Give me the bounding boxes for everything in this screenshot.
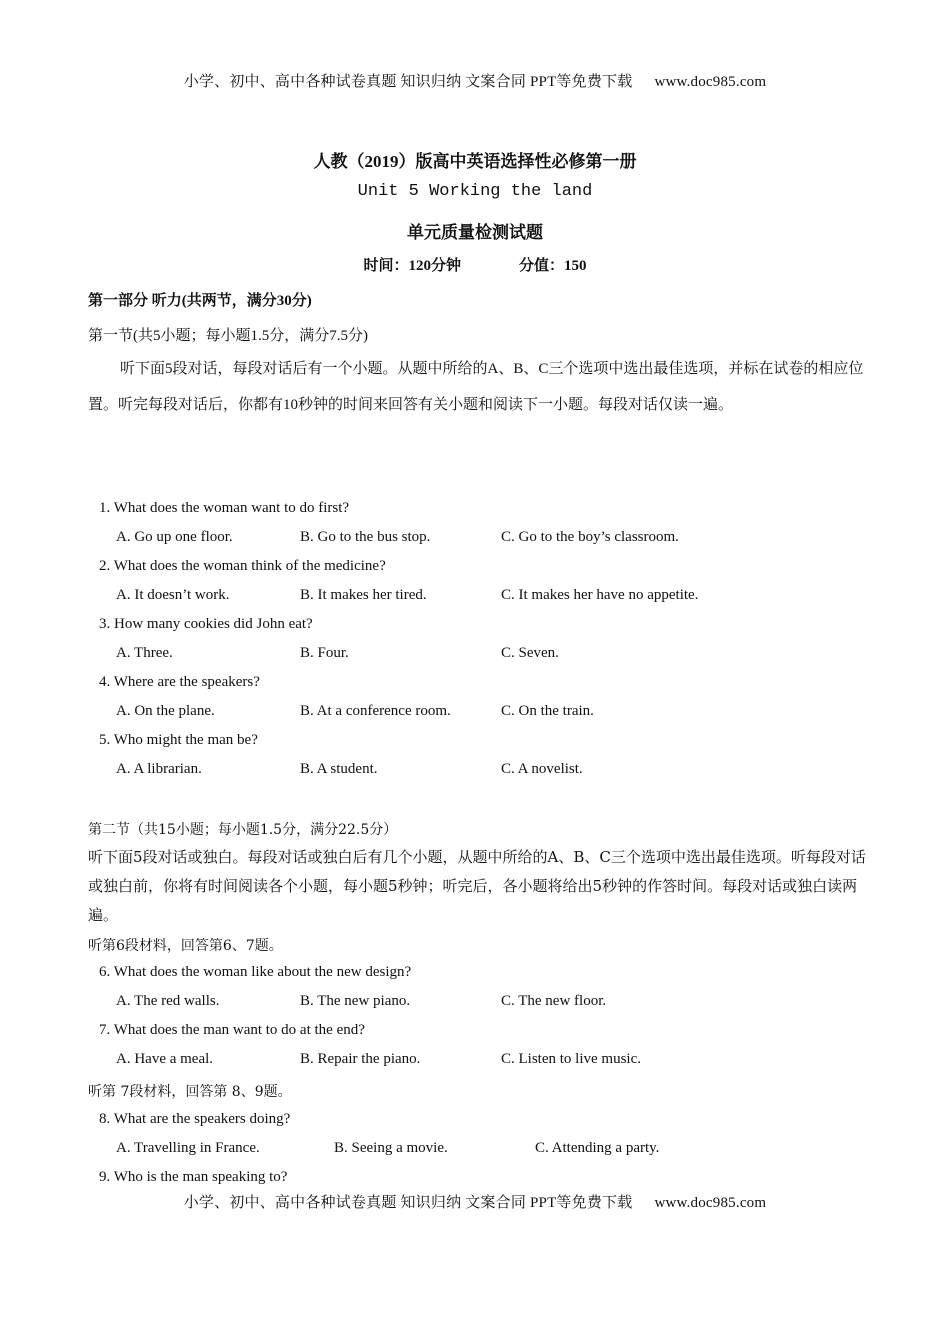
q1-option-a: A. Go up one floor. <box>116 529 233 545</box>
exam-score: 分值：150 <box>519 258 587 274</box>
q6-option-a: A. The red walls. <box>116 993 220 1009</box>
q8-option-a: A. Travelling in France. <box>116 1140 260 1156</box>
footer-text: 小学、初中、高中各种试卷真题 知识归纳 文案合同 PPT等免费下载 <box>183 1195 633 1211</box>
q4-option-a: A. On the plane. <box>116 703 215 719</box>
question-2: 2. What does the woman think of the medicine? <box>99 558 386 574</box>
q1-option-b: B. Go to the bus stop. <box>300 529 431 545</box>
q8-option-b: B. Seeing a movie. <box>334 1140 448 1156</box>
unit-title: Unit 5 Working the land <box>357 182 593 201</box>
footer-url[interactable]: www.doc985.com <box>654 1195 767 1211</box>
q6-option-c: C. The new floor. <box>501 993 607 1009</box>
q2-option-a: A. It doesn’t work. <box>116 587 230 603</box>
section2-instructions: 听下面5段对话或独白。每段对话或独白后有几个小题，从题中所给的A、B、C三个选项中选出最佳选项。听每段对话或独白前，你将有时间阅读各个小题，每小题5秒钟；听完后，各小题将给出5秒钟的作答时间。每段对话或独白读两遍。 <box>88 848 866 924</box>
part1-heading: 第一部分 听力(共两节，满分30分) <box>88 293 312 309</box>
question-7: 7. What does the man want to do at the end? <box>99 1022 365 1038</box>
q8-option-c: C. Attending a party. <box>535 1140 660 1156</box>
q1-option-c: C. Go to the boy’s classroom. <box>501 529 679 545</box>
q5-option-a: A. A librarian. <box>116 761 202 777</box>
question-8: 8. What are the speakers doing? <box>99 1111 291 1127</box>
q2-option-b: B. It makes her tired. <box>300 587 427 603</box>
question-6: 6. What does the woman like about the new design? <box>99 964 412 980</box>
header-url[interactable]: www.doc985.com <box>654 74 767 90</box>
q7-option-a: A. Have a meal. <box>116 1051 214 1067</box>
q6-option-b: B. The new piano. <box>300 993 411 1009</box>
q7-option-b: B. Repair the piano. <box>300 1051 421 1067</box>
q2-option-c: C. It makes her have no appetite. <box>501 587 699 603</box>
test-title: 单元质量检测试题 <box>407 223 543 242</box>
header-text: 小学、初中、高中各种试卷真题 知识归纳 文案合同 PPT等免费下载 <box>183 74 633 90</box>
page-footer <box>0 1191 950 1212</box>
section2-heading: 第二节（共15小题；每小题1.5分，满分22.5分） <box>88 822 398 838</box>
q4-option-b: B. At a conference room. <box>300 703 451 719</box>
q7-option-c: C. Listen to live music. <box>501 1051 641 1067</box>
section1-instructions: 听下面5段对话，每段对话后有一个小题。从题中所给的A、B、C三个选项中选出最佳选项，并标在试卷的相应位置。听完每段对话后，你都有10秒钟的时间来回答有关小题和阅读下一小题。每段对话仅读一遍。 <box>88 361 864 413</box>
page-header <box>0 70 950 91</box>
question-1: 1. What does the woman want to do first? <box>99 500 350 516</box>
material-6-note: 听第6段材料，回答第6、7题。 <box>88 938 283 954</box>
exam-time: 时间：120分钟 <box>363 258 461 274</box>
q3-option-c: C. Seven. <box>501 645 559 661</box>
q5-option-b: B. A student. <box>300 761 378 777</box>
question-9: 9. Who is the man speaking to? <box>99 1169 288 1185</box>
question-5: 5. Who might the man be? <box>99 732 258 748</box>
exam-meta <box>0 254 950 275</box>
q4-option-c: C. On the train. <box>501 703 594 719</box>
document-title: 人教（2019）版高中英语选择性必修第一册 <box>313 152 637 171</box>
q5-option-c: C. A novelist. <box>501 761 583 777</box>
question-3: 3. How many cookies did John eat? <box>99 616 313 632</box>
q3-option-a: A. Three. <box>116 645 173 661</box>
material-7-note: 听第 7段材料，回答第 8、9题。 <box>88 1084 292 1100</box>
question-4: 4. Where are the speakers? <box>99 674 260 690</box>
q3-option-b: B. Four. <box>300 645 349 661</box>
section1-heading: 第一节(共5小题；每小题1.5分，满分7.5分) <box>88 328 368 344</box>
